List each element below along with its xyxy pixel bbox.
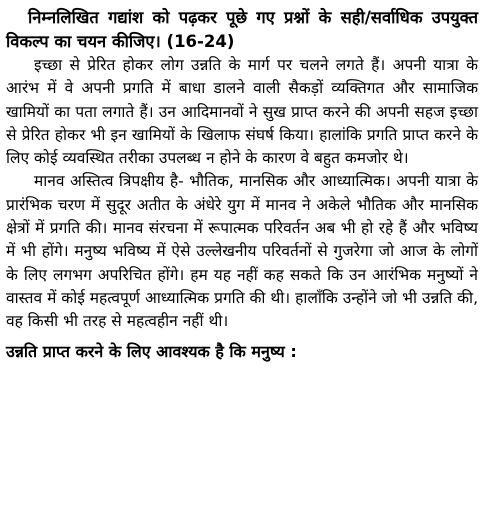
passage-paragraph-1: इच्छा से प्रेरित होकर लोग उन्नति के मार्ग पर चलने लगते हैं। अपनी यात्रा के आरंभ में वे अपनी प्रगति में बाधा डालने वाली सैकड़ों व्यक्तिगत और सामाजिक खामियों का पता लगाते हैं। उन आदिमानवों ने सुख प्राप्त करने की अपनी सहज इच्छा से प्रेरित होकर भी इन खामियों के खिलाफ संघर्ष किया। हालांकि प्रगति प्राप्त करने के लिए कोई व्यवस्थित तरीका उपलब्ध न होने के कारण वे बहुत कमजोर थे। [6,56,478,168]
passage-instruction-heading: निम्नलिखित गद्यांश को पढ़कर पूछे गए प्रश्नों के सही/सर्वाधिक उपयुक्त विकल्प का चयन कीजिए। (16-24) [6,8,478,51]
question-stem: उन्नति प्राप्त करने के लिए आवश्यक है कि मनुष्य : [6,341,297,361]
passage-paragraph-2: मानव अस्तित्व त्रिपक्षीय है- भौतिक, मानसिक और आध्यात्मिक। अपनी यात्रा के प्रारंभिक चरण में सुदूर अतीत के अंधेरे युग में मानव ने अकेले भौतिक और मानसिक क्षेत्रों में प्रगति की। मानव संरचना में रूपात्मक परिवर्तन अब भी हो रहे हैं और भविष्य में भी होंगे। मनुष्य भविष्य में ऐसे उल्लेखनीय परिवर्तनों से गुजरेगा जो आज के लोगों के लिए लगभग अपरिचित होंगे। हम यह नहीं कह सकते कि उन आरंभिक मनुष्यों ने वास्तव में कोई महत्वपूर्ण आध्यात्मिक प्रगति की थी। हालाँकि उन्होंने जो भी उन्नति की, वह किसी भी तरह से महत्वहीन नहीं थी। [6,172,478,331]
